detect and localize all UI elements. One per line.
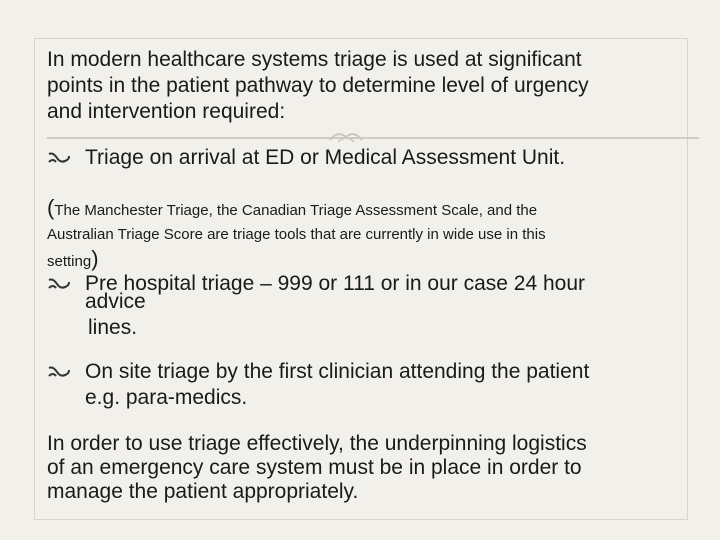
open-paren: ( [47, 195, 55, 220]
outro-paragraph [47, 432, 677, 504]
bullet-text: Triage on arrival at ED or Medical Assessment Unit. [85, 146, 566, 169]
close-paren: ) [91, 246, 99, 271]
bullet-text: On site triage by the first clinician attending the patient [85, 360, 590, 383]
intro-line: points in the patient pathway to determine level of urgency [47, 74, 589, 97]
note-line: Australian Triage Score are triage tools that are currently in wide use in this [47, 226, 546, 243]
note-line: setting [47, 253, 92, 270]
ornament-icon [328, 130, 364, 144]
intro-line: In modern healthcare systems triage is used at significant [47, 48, 582, 71]
intro-line: and intervention required: [47, 100, 286, 123]
bullet-continuation: lines. [88, 316, 138, 339]
bullet-icon [47, 276, 71, 294]
divider-line [47, 137, 699, 139]
bullet-icon [47, 150, 71, 168]
triage-tools-note [47, 196, 677, 274]
note-line: The Manchester Triage, the Canadian Triage Assessment Scale, and the [54, 202, 538, 219]
bullet-icon [47, 364, 71, 382]
bullet-text: e.g. para-medics. [85, 386, 248, 409]
outro-line: of an emergency care system must be in place in order to [47, 456, 582, 479]
intro-paragraph [47, 47, 677, 125]
overlap-text: advice [85, 290, 146, 313]
outro-line: manage the patient appropriately. [47, 480, 359, 503]
outro-line: In order to use triage effectively, the underpinning logistics [47, 432, 587, 455]
bullet-text: Pre hospital triage – 999 or 111 or in our case 24 hour [85, 272, 586, 295]
